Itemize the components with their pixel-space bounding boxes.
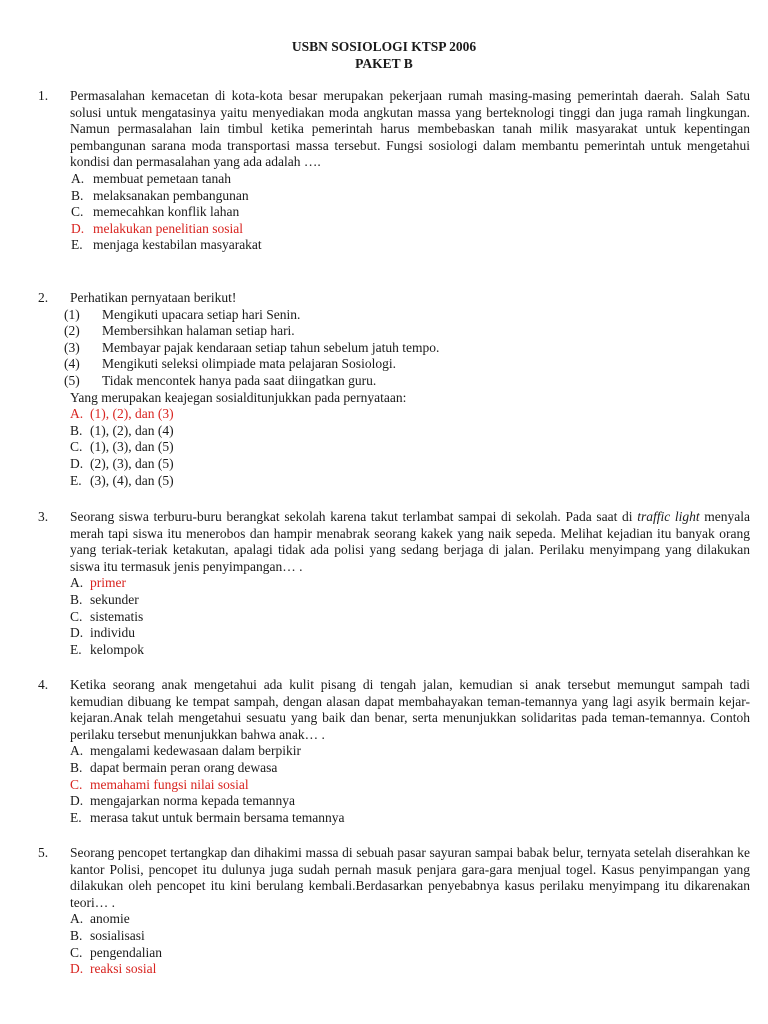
option-b	[70, 928, 750, 945]
statement-text: Tidak mencontek hanya pada saat diingatkan guru.	[102, 372, 377, 388]
question-number: 5.	[38, 845, 49, 860]
option-list	[70, 406, 750, 489]
question-text-start: Seorang siswa terburu-buru berangkat sekolah karena takut terlambat sampai di sekolah. Pada saat di	[70, 509, 638, 524]
question-text: Permasalahan kemacetan di kota-kota besar merupakan pekerjaan rumah masing-masing pemerintah daerah. Salah Satu solusi untuk mengatasinya yaitu menyediakan moda angkutan massa yang berteknologi tinggi dan juga ramah lingkungan. Namun permasalahan lain timbul ketika pemerintah harus membebaskan tanah milik masyarakat untuk kepentingan pembangunan sarana moda transportasi massa tersebut. Fungsi sosiologi dalam membantu pemerintah untuk mengetahui kondisi dan permasalahan yang ada adalah ….	[70, 88, 750, 170]
option-text: (3), (4), dan (5)	[90, 472, 174, 488]
option-letter: C.	[70, 944, 83, 960]
option-text: primer	[90, 575, 126, 591]
option-letter: B.	[70, 759, 83, 775]
option-text: membuat pemetaan tanah	[93, 170, 231, 186]
question-number: 4.	[38, 677, 49, 692]
statement-number: (3)	[64, 339, 80, 355]
option-d-answer	[70, 961, 750, 978]
option-text: merasa takut untuk bermain bersama temannya	[90, 809, 345, 825]
option-d	[70, 625, 750, 642]
option-letter: C.	[70, 439, 83, 455]
option-letter: E.	[70, 641, 82, 657]
option-e	[70, 642, 750, 659]
option-c	[70, 609, 750, 626]
question-number: 1.	[38, 88, 49, 103]
statement-text: Mengikuti seleksi olimpiade mata pelajaran Sosiologi.	[102, 356, 396, 372]
question-prompt: Yang merupakan keajegan sosialditunjukkan pada pernyataan:	[70, 389, 407, 405]
option-text: mengajarkan norma kepada temannya	[90, 793, 296, 809]
question-number: 3.	[38, 509, 49, 524]
option-letter: C.	[70, 608, 83, 624]
option-letter: C.	[70, 776, 83, 792]
option-text: mengalami kedewasaan dalam berpikir	[90, 743, 302, 759]
option-e	[70, 810, 750, 827]
question-number: 2.	[38, 290, 49, 305]
statement-number: (1)	[64, 306, 80, 322]
option-letter: C.	[71, 204, 84, 220]
option-letter: E.	[70, 472, 82, 488]
option-letter: B.	[70, 591, 83, 607]
question-text: Seorang pencopet tertangkap dan dihakimi massa di sebuah pasar sayuran sampai babak belur, ternyata setelah diserahkan ke kantor Polisi, pencopet itu dulunya juga sudah pernah masuk penjara gara-gara menjual togel. Kasus penyimpangan yang dilakukan oleh pencopet itu kini berulang kembali.Berdasarkan penyebabnya kasus perilaku menyimpang itu dikarenakan teori… .	[70, 845, 750, 910]
option-text: sosialisasi	[90, 927, 145, 943]
option-a	[70, 911, 750, 928]
option-b	[70, 760, 750, 777]
question-4	[38, 677, 750, 826]
statement-item	[64, 340, 750, 357]
option-text: sistematis	[90, 608, 144, 624]
option-text: melaksanakan pembangunan	[93, 187, 249, 203]
option-text: individu	[90, 625, 136, 641]
option-text: melakukan penelitian sosial	[93, 220, 243, 236]
option-list	[70, 575, 750, 658]
option-letter: A.	[70, 911, 84, 927]
option-a	[70, 743, 750, 760]
option-letter: B.	[70, 927, 83, 943]
question-intro: Perhatikan pernyataan berikut!	[70, 290, 237, 305]
question-text-end: menyala merah tapi siswa itu menerobos dan hampir menabrak seorang kakek yang naik sepeda. Melihat kejadian itu banyak orang yang teriak-teriak ketakutan, apalagi tidak ada polisi yang sedang berjaga di jalan. Perilaku menyimpang yang dilakukan siswa itu termasuk jenis penyimpangan… .	[70, 509, 750, 574]
traffic-light-term: traffic light	[637, 509, 700, 524]
option-letter: D.	[70, 455, 84, 471]
statement-text: Membayar pajak kendaraan setiap tahun sebelum jatuh tempo.	[102, 339, 440, 355]
option-list	[70, 743, 750, 826]
option-letter: D.	[70, 961, 84, 977]
option-a	[71, 171, 750, 188]
option-letter: A.	[70, 406, 84, 422]
option-text: (1), (2), dan (4)	[90, 422, 174, 438]
option-letter: B.	[71, 187, 84, 203]
option-c-answer	[70, 777, 750, 794]
option-letter: B.	[70, 422, 83, 438]
statement-item	[64, 373, 750, 390]
option-letter: E.	[71, 237, 83, 253]
option-text: (1), (3), dan (5)	[90, 439, 174, 455]
question-1	[38, 88, 750, 254]
statement-text: Membersihkan halaman setiap hari.	[102, 323, 295, 339]
option-c	[71, 204, 750, 221]
option-text: dapat bermain peran orang dewasa	[90, 759, 278, 775]
option-letter: D.	[71, 220, 85, 236]
option-letter: A.	[71, 170, 85, 186]
option-text: memecahkan konflik lahan	[93, 204, 240, 220]
statement-number: (2)	[64, 323, 80, 339]
question-5	[38, 845, 750, 978]
option-letter: D.	[70, 625, 84, 641]
option-a-answer	[70, 575, 750, 592]
question-text: Ketika seorang anak mengetahui ada kulit pisang di tengah jalan, kemudian si anak tersebut memungut sampah tadi kemudian dibuang ke tempat sampah, dengan alasan dapat membahayakan teman-temannya yang lagi asyik bermain kejar-kejaran.Anak telah mengetahui sesuatu yang baik dan benar, serta menunjukkan solidaritas pada teman-temannya. Contoh perilaku tersebut menunjukkan bahwa anak… .	[70, 677, 750, 742]
option-c	[70, 945, 750, 962]
option-text: anomie	[90, 911, 130, 927]
option-list	[71, 171, 750, 254]
option-d	[70, 456, 750, 473]
option-d-answer	[71, 221, 750, 238]
statement-item	[64, 356, 750, 373]
question-2	[38, 290, 750, 489]
question-text	[70, 509, 750, 575]
option-text: (2), (3), dan (5)	[90, 455, 174, 471]
option-text: menjaga kestabilan masyarakat	[93, 237, 262, 253]
option-e	[71, 237, 750, 254]
statement-number: (5)	[64, 372, 80, 388]
option-text: (1), (2), dan (3)	[90, 406, 174, 422]
option-c	[70, 439, 750, 456]
option-text: sekunder	[90, 591, 139, 607]
option-b	[70, 592, 750, 609]
option-text: kelompok	[90, 641, 144, 657]
option-letter: D.	[70, 793, 84, 809]
exam-package: PAKET B	[355, 56, 413, 71]
option-letter: A.	[70, 743, 84, 759]
question-3	[38, 509, 750, 658]
option-b	[71, 188, 750, 205]
option-letter: A.	[70, 575, 84, 591]
option-e	[70, 473, 750, 490]
option-letter: E.	[70, 809, 82, 825]
option-b	[70, 423, 750, 440]
exam-title: USBN SOSIOLOGI KTSP 2006	[291, 39, 477, 54]
statement-list	[64, 307, 750, 390]
option-text: pengendalian	[90, 944, 162, 960]
option-list	[70, 911, 750, 977]
statement-number: (4)	[64, 356, 80, 372]
option-text: memahami fungsi nilai sosial	[90, 776, 249, 792]
option-a-answer	[70, 406, 750, 423]
statement-text: Mengikuti upacara setiap hari Senin.	[102, 306, 301, 322]
option-d	[70, 793, 750, 810]
statement-item	[64, 323, 750, 340]
option-text: reaksi sosial	[90, 961, 157, 977]
statement-item	[64, 307, 750, 324]
